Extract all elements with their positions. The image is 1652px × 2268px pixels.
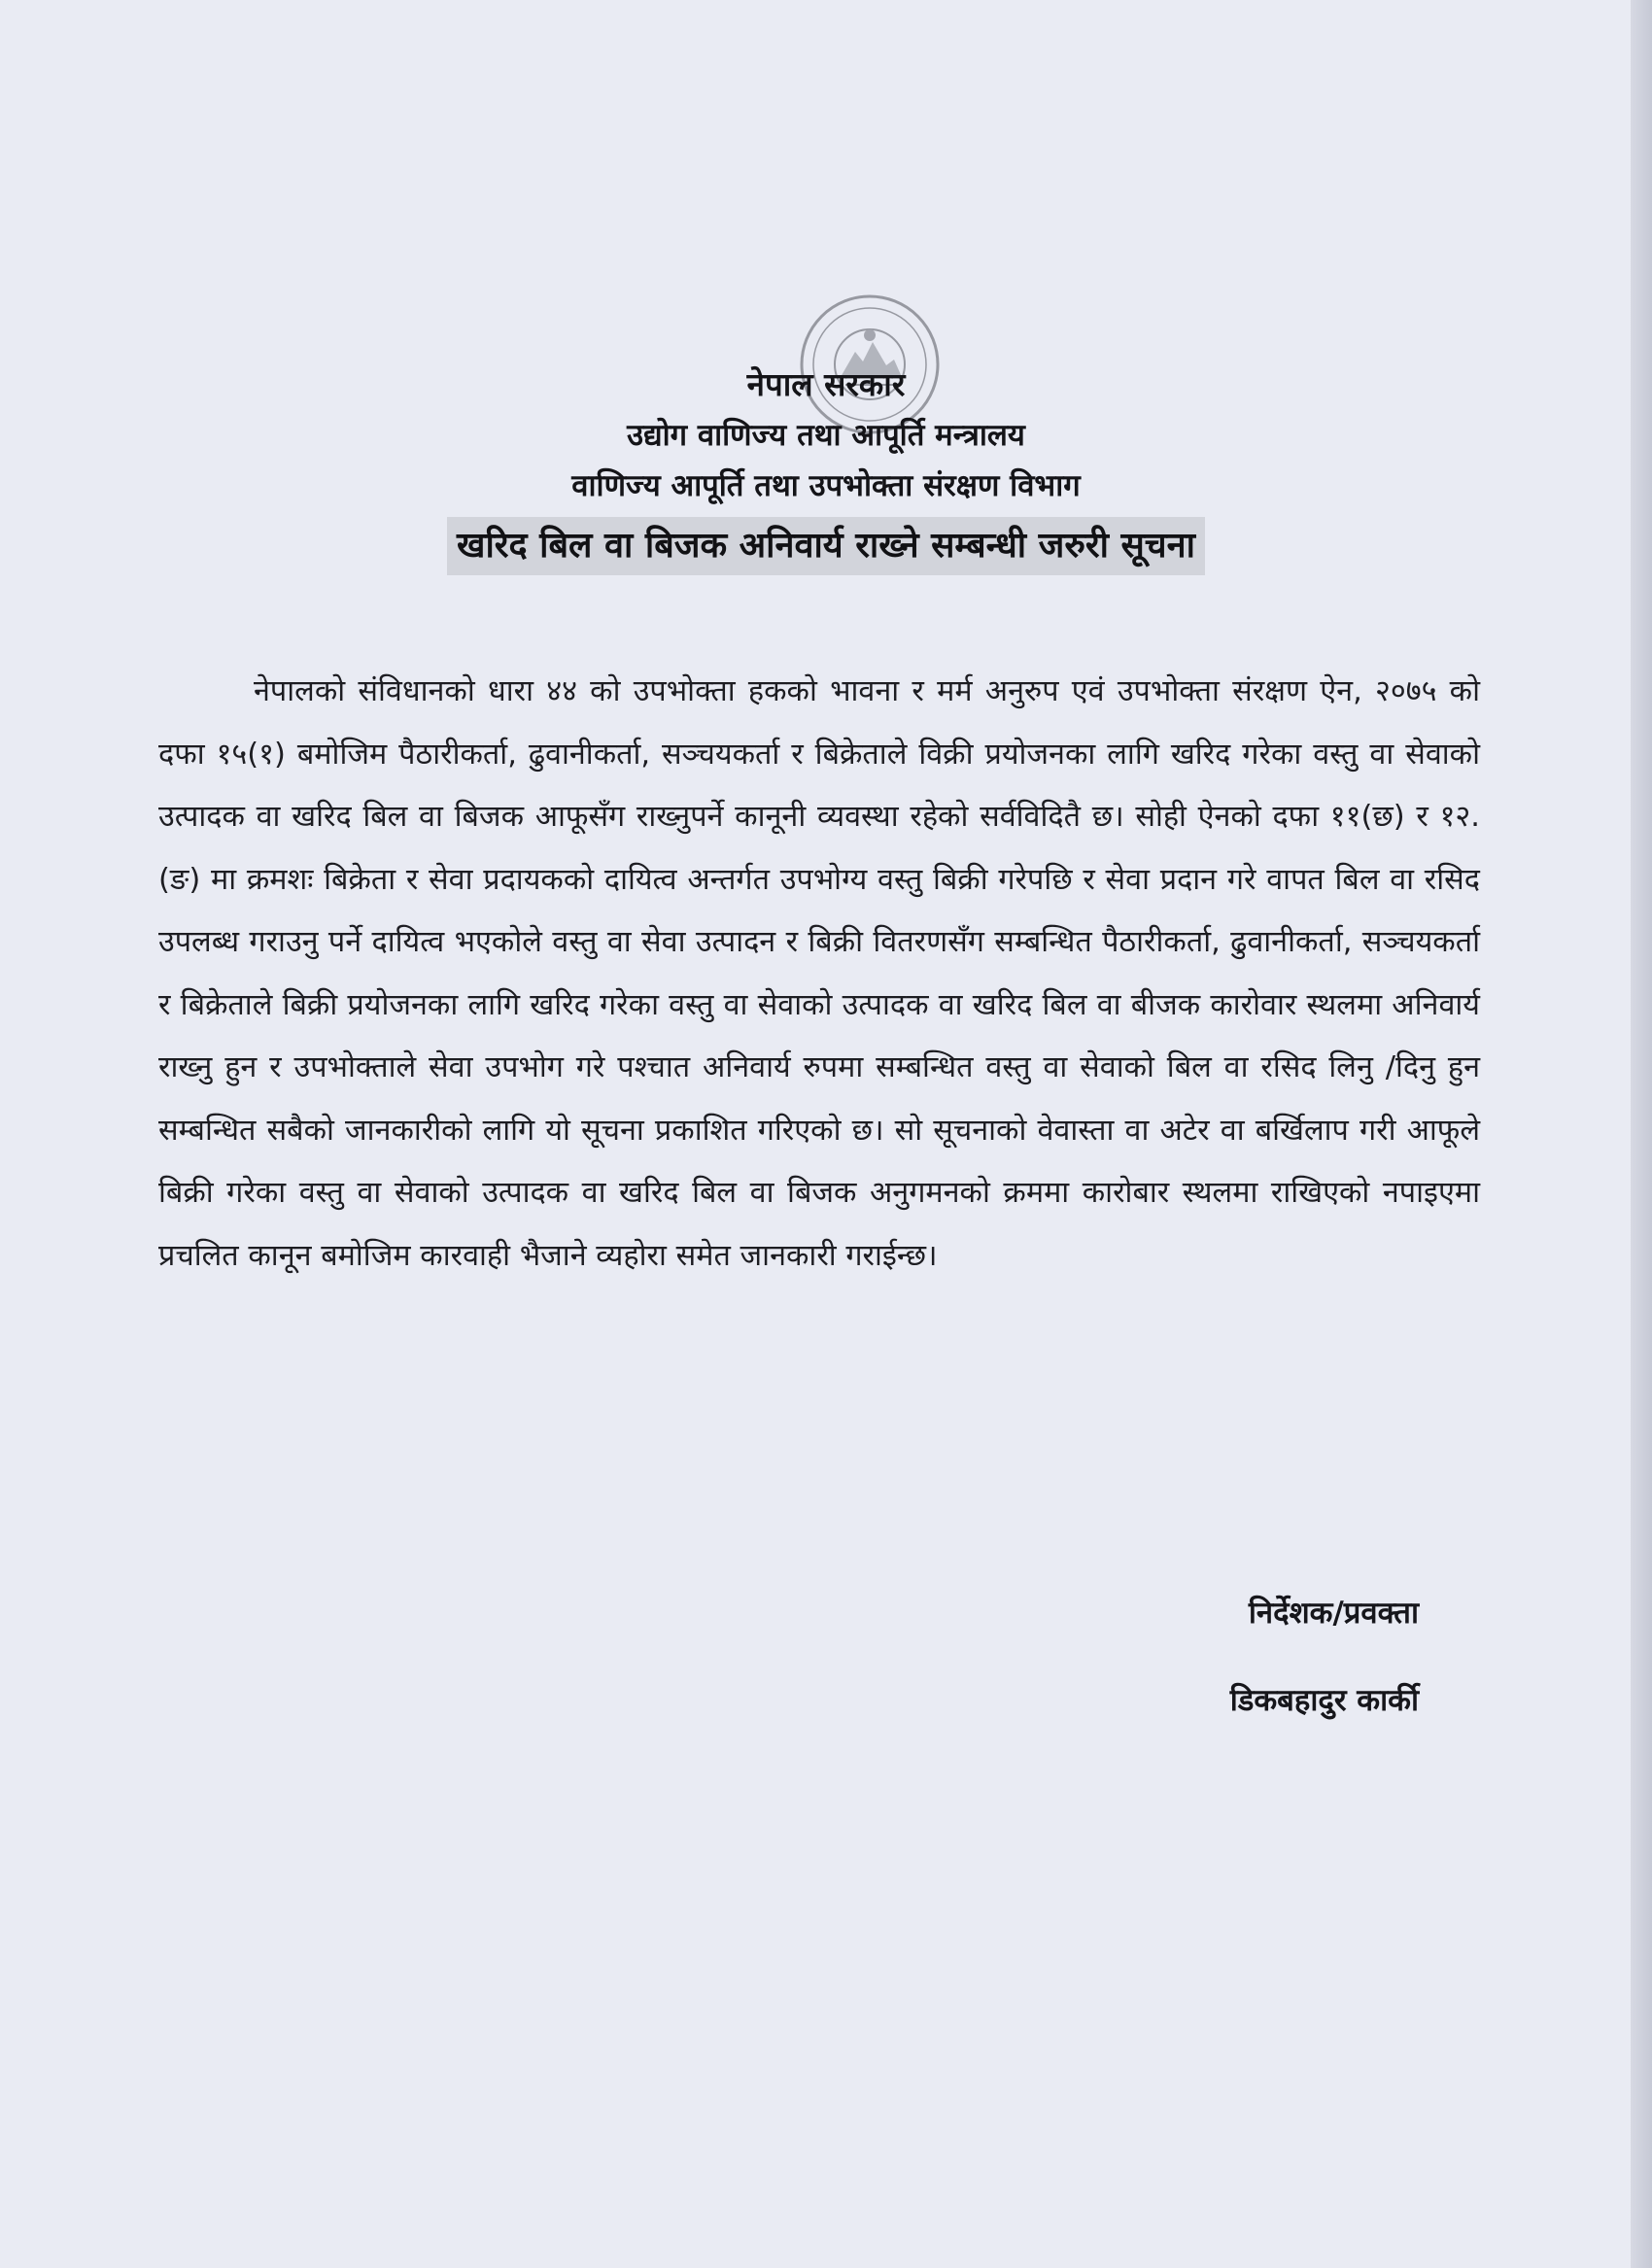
signature-block <box>1069 1569 1419 1744</box>
notice-title: खरिद बिल वा बिजक अनिवार्य राख्ने सम्बन्धी जरुरी सूचना <box>447 517 1205 575</box>
government-name: नेपाल सरकार <box>746 365 906 403</box>
notice-body-paragraph: नेपालको संविधानको धारा ४४ को उपभोक्ता हकको भावना र मर्म अनुरुप एवं उपभोक्ता संरक्षण ऐन, २०७५ को दफा १५(१) बमोजिम पैठारीकर्ता, ढुवानीकर्ता, सञ्चयकर्ता र बिक्रेताले विक्री प्रयोजनका लागि खरिद गरेका वस्तु वा सेवाको उत्पादक वा खरिद बिल वा बिजक आफूसँग राख्नुपर्ने कानूनी व्यवस्था रहेको सर्वविदितै छ। सोही ऐनको दफा ११(छ) र १२.(ङ) मा क्रमशः बिक्रेता र सेवा प्रदायकको दायित्व अन्तर्गत उपभोग्य वस्तु बिक्री गरेपछि र सेवा प्रदान गरे वापत बिल वा रसिद उपलब्ध गराउनु पर्ने दायित्व भएकोले वस्तु वा सेवा उत्पादन र बिक्री वितरणसँग सम्बन्धित पैठारीकर्ता, ढुवानीकर्ता, सञ्चयकर्ता र बिक्रेताले बिक्री प्रयोजनका लागि खरिद गरेका वस्तु वा सेवाको उत्पादक वा खरिद बिल वा बीजक कारोवार स्थलमा अनिवार्य राख्नु हुन र उपभोक्ताले सेवा उपभोग गरे पश्चात अनिवार्य रुपमा सम्बन्धित वस्तु वा सेवाको बिल वा रसिद लिनु /दिनु हुन सम्बन्धित सबैको जानकारीको लागि यो सूचना प्रकाशित गरिएको छ। सो सूचनाको वेवास्ता वा अटेर वा बर्खिलाप गरी आफूले बिक्री गरेका वस्तु वा सेवाको उत्पादक वा खरिद बिल वा बिजक अनुगमनको क्रममा कारोबार स्थलमा राखिएको नपाइएमा प्रचलित कानून बमोजिम कारवाही भैजाने व्यहोरा समेत जानकारी गराईन्छ। <box>158 674 1480 1273</box>
ministry-name: उद्योग वाणिज्य तथा आपूर्ति मन्त्रालय <box>627 418 1025 453</box>
page-edge-shadow <box>1631 0 1652 2268</box>
notice-header <box>0 360 1652 575</box>
signatory-designation: निर्देशक/प्रवक्ता <box>1248 1596 1419 1631</box>
signatory-name: डिकबहादुर कार्की <box>1229 1683 1419 1718</box>
department-name: वाणिज्य आपूर्ति तथा उपभोक्ता संरक्षण विभाग <box>571 468 1081 503</box>
